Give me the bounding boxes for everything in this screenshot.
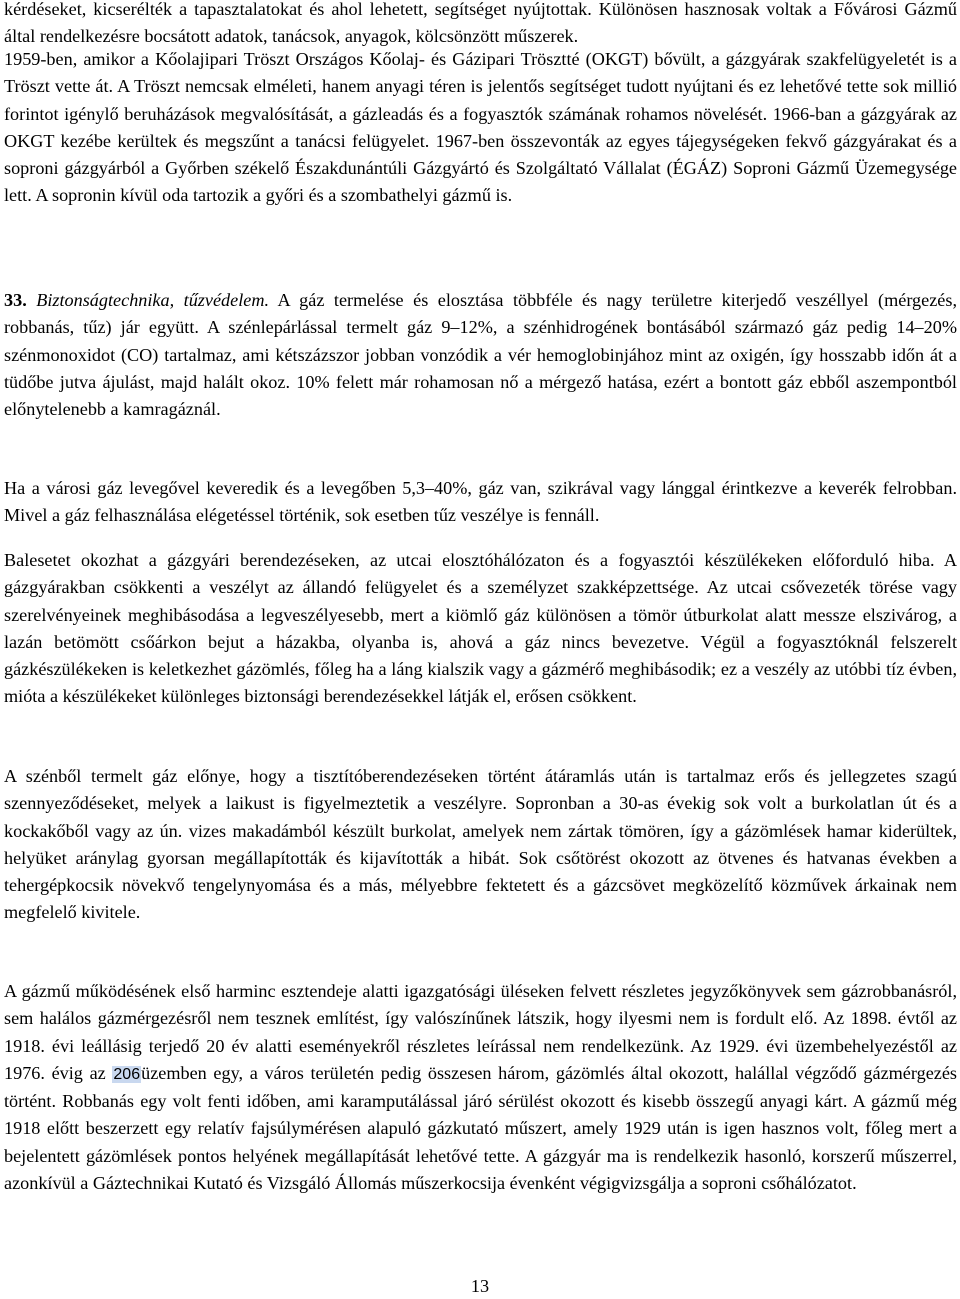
highlighted-number: 206 (113, 1065, 141, 1083)
paragraph-4: Ha a városi gáz levegővel keveredik és a levegőben 5,3–40%, gáz van, szikrával vagy lánggal érintkezve a keverék felrobban. Mivel a gáz felhasználása elégetéssel történik, sok esetben tűz veszélye is fennáll. (4, 478, 957, 526)
paragraph-2: 1959-ben, amikor a Kőolajipari Tröszt Országos Kőolaj- és Gázipari Trösztté (OKGT) bővült, a gázgyárak szakfelügyeletét is a Tröszt vette át. A Tröszt nemcsak elméleti, hanem anyagi téren is jelentős segítséget tudott nyújtani és ez lehetővé tette sok millió forintot igénylő beruházások megvalósítását, a gázleadás és a fogyasztók számának rohamos növelését. 1966-ban a gázgyárak az OKGT kezébe kerültek és megszűnt a tanácsi felügyelet. 1967-ben összevonták az egyes tájegységeken fekvő gázgyárakat és a soproni gázgyárból a Győrben székelő Északdunántúli Gázgyártó és Szolgáltató Vállalat (ÉGÁZ) Soproni Gázmű Üzemegysége lett. A sopronin kívül oda tartozik a győri és a szombathelyi gázmű is. (4, 49, 957, 206)
section-heading: Biztonságtechnika, tűzvédelem. (36, 290, 270, 310)
paragraph-7 (4, 978, 957, 1197)
paragraph-7-after: üzemben egy, a város területén pedig összesen három, gázömlés által okozott, halállal végződő gázmérgezés történt. Robbanás egy volt fenti időben, ami karamputálással járó sérülést okozott és kisebb összegű anyagi kárt. A gázmű még 1918 előtt beszerzett egy relatív fajsúlymérésen alapuló gázkutató műszert, amely 1929 után is igen hasznos volt, főleg mert a bejelentett gázömlések pontos helyének megállapítását lehetővé tette. A gázgyár ma is rendelkezik hasonló, korszerű műszerrel, azonkívül a Gáztechnikai Kutató és Vizsgáló Állomás műszerkocsija évenként végigvizsgálja a soproni csőhálózatot. (4, 1062, 957, 1194)
page-number: 13 (470, 1276, 490, 1296)
paragraph-6: A szénből termelt gáz előnye, hogy a tisztítóberendezéseken történt átáramlás után is tartalmaz erős és jellegzetes szagú szennyeződéseket, melyek a laikust is figyelmeztetik a veszélyre. Sopronban a 30-as évekig sok volt a burkolatlan út és a kockakőből vagy az ún. vizes makadámból készült burkolat, amelyek nem zártak tömören, így a gázömlések hamar kiderültek, helyüket aránylag gyorsan megállapították és kijavították a hibát. Sok csőtörést okozott az ötvenes és hatvanas években a tehergépkocsik növekvő tengelynyomása és a más, mélyebbre fektetett és a gázcsövet megközelítő közművek árkainak nem megfelelő kivitele. (4, 766, 957, 923)
paragraph-3 (4, 287, 957, 423)
paragraph-1: kérdéseket, kicserélték a tapasztalatokat és ahol lehetett, segítséget nyújtottak. Különösen hasznosak voltak a Fővárosi Gázmű által rendelkezésre bocsátott adatok, tanácsok, anyagok, kölcsönzött műszerek. (4, 0, 957, 47)
paragraph-5: Balesetet okozhat a gázgyári berendezéseken, az utcai elosztóhálózaton és a fogyasztói készülékeken előforduló hiba. A gázgyárakban csökkenti a veszélyt az állandó felügyelet és a személyzet szakképzettsége. Az utcai csővezeték törése vagy szerelvényeinek meghibásodása a legveszélyesebb, mert a kiömlő gáz különösen a tömör útburkolat alatt messze elszivárog, a lazán betömött csőárkon bejut a házakba, olyanba is, ahová a gáz nincs bevezetve. Végül a fogyasztóknál felszerelt gázkészülékeken is keletkezhet gázömlés, főleg ha a láng kialszik vagy a gázmérő meghibásodik; ez a veszély az utóbbi tíz évben, mióta a készülékeket különleges biztonsági berendezésekkel látják el, erősen csökkent. (4, 550, 957, 707)
section-number: 33. (4, 290, 27, 310)
paragraph-7-before: A gázmű működésének első harminc esztendeje alatti igazgatósági üléseken felvett részletes jegyzőkönyvek sem gázrobbanásról, sem halálos gázmérgezésről nem tesznek említést, így valószínűnek látszik, hogy ilyesmi nem is fordult elő. Az 1898. évtől az 1918. évi leállásig terjedő 20 év alatti eseményekről részletes leírással nem rendelkezünk. Az 1929. évi üzembehelyezéstől az 1976. évig az (4, 981, 957, 1083)
paragraph-3-body: A gáz termelése és elosztása többféle és nagy területre kiterjedő veszéllyel (mérgezés, robbanás, tűz) jár együtt. A szénlepárlással termelt gáz 9–12%, a szénhidrogének bontásából származó gáz pedig 14–20% szénmonoxidot (CO) tartalmaz, ami kétszázszor jobban vonzódik a vér hemoglobinjához mint az oxigén, így hosszabb időn át a tüdőbe jutva ájulást, majd halált okoz. 10% felett már rohamosan nő a mérgező hatása, ezért a bontott gáz ebből aszempontból előnytelenebb a kamragáznál. (4, 290, 957, 420)
